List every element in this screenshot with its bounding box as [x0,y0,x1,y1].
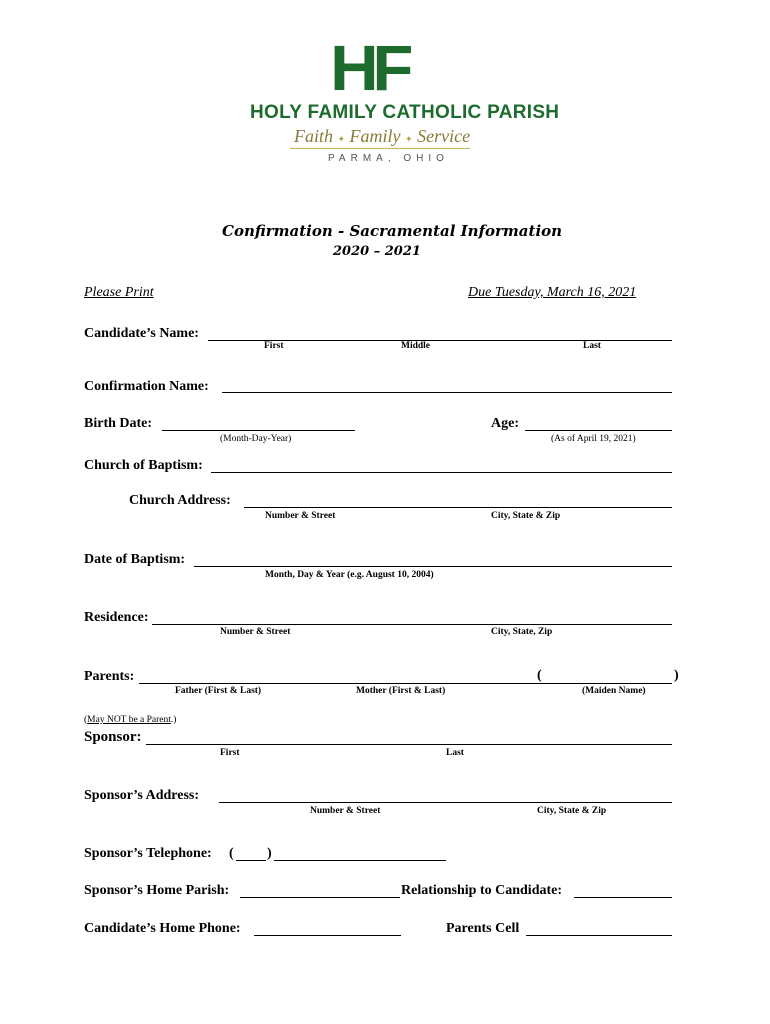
date-of-baptism-hint: Month, Day & Year (e.g. August 10, 2004) [265,570,434,580]
form-title: Confirmation - Sacramental Information [222,222,563,240]
candidate-first-hint: First [264,341,284,351]
church-of-baptism-label: Church of Baptism: [84,458,203,473]
logo-underline [290,148,470,149]
parents-field[interactable] [139,683,672,684]
confirmation-name-field[interactable] [222,392,672,393]
maiden-open-paren: ( [537,668,542,683]
father-hint: Father (First & Last) [175,686,262,696]
residence-city-hint: City, State, Zip [491,627,553,637]
candidate-last-hint: Last [583,341,601,351]
mother-hint: Mother (First & Last) [356,686,446,696]
candidate-home-phone-label: Candidate’s Home Phone: [84,921,241,936]
age-hint: (As of April 19, 2021) [551,434,636,444]
tagline-star-icon: ✦ [337,134,346,144]
maiden-name-hint: (Maiden Name) [582,686,646,696]
sponsor-field[interactable] [146,744,672,745]
candidate-middle-hint: Middle [401,341,431,351]
please-print-note: Please Print [84,285,154,300]
sponsor-label: Sponsor: [84,729,142,745]
residence-street-hint: Number & Street [220,627,291,637]
sponsor-address-field[interactable] [219,802,672,803]
sponsor-home-parish-label: Sponsor’s Home Parish: [84,883,230,898]
residence-field[interactable] [152,624,672,625]
relationship-label: Relationship to Candidate: [401,883,563,898]
sponsor-note: (May NOT be a Parent.) [84,715,177,725]
maiden-close-paren: ) [674,668,679,683]
church-of-baptism-field[interactable] [211,472,672,473]
birth-date-hint: (Month-Day-Year) [220,434,292,444]
form-years: 2020 – 2021 [333,244,421,259]
candidate-name-label: Candidate’s Name: [84,326,199,341]
birth-date-field[interactable] [162,430,355,431]
sponsor-street-hint: Number & Street [310,806,381,816]
sponsor-address-label: Sponsor’s Address: [84,788,200,803]
church-address-label: Church Address: [129,493,231,508]
sponsor-first-hint: First [220,748,240,758]
sponsor-area-code-field[interactable] [236,860,266,861]
relationship-field[interactable] [574,897,672,898]
residence-label: Residence: [84,610,149,625]
candidate-home-phone-field[interactable] [254,935,401,936]
logo-parish-name: HOLY FAMILY CATHOLIC PARISH [250,102,560,123]
sponsor-city-hint: City, State & Zip [537,806,607,816]
parents-cell-field[interactable] [526,935,672,936]
area-code-open-paren: ( [229,846,234,861]
logo-city: PARMA, OHIO [328,153,449,164]
birth-date-label: Birth Date: [84,416,153,431]
parents-cell-label: Parents Cell [446,921,520,936]
logo-monogram: HF [330,32,408,104]
sponsor-last-hint: Last [446,748,464,758]
church-street-hint: Number & Street [265,511,336,521]
church-city-hint: City, State & Zip [491,511,561,521]
age-label: Age: [491,416,519,431]
tagline-star-icon: ✦ [405,134,413,144]
due-date-note: Due Tuesday, March 16, 2021 [468,285,637,300]
sponsor-telephone-field[interactable] [274,860,446,861]
parents-label: Parents: [84,669,135,684]
logo-tagline: Faith ✦ Family ✦ Service [294,126,471,146]
confirmation-name-label: Confirmation Name: [84,379,209,394]
area-code-close-paren: ) [267,846,272,861]
date-of-baptism-field[interactable] [194,566,672,567]
church-address-field[interactable] [244,507,672,508]
sponsor-home-parish-field[interactable] [240,897,400,898]
sponsor-telephone-label: Sponsor’s Telephone: [84,846,212,861]
parish-logo [246,32,560,166]
date-of-baptism-label: Date of Baptism: [84,552,186,567]
age-field[interactable] [525,430,672,431]
